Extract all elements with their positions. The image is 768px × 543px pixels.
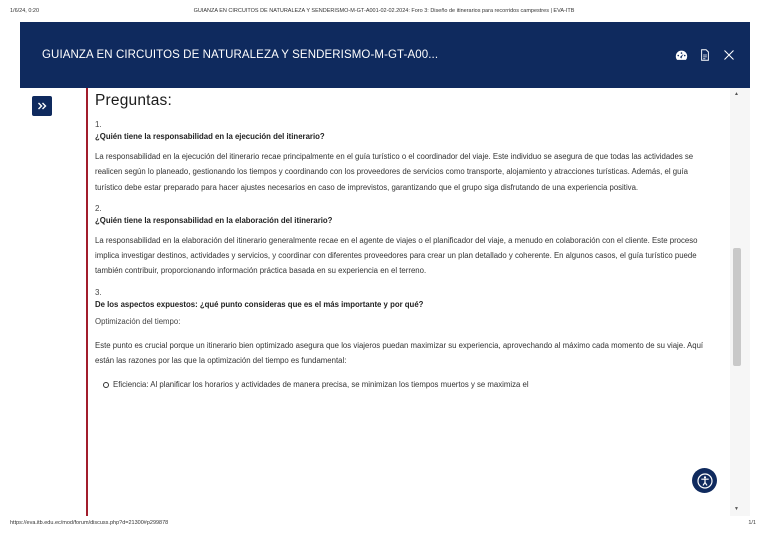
question-block-3 — [95, 288, 705, 393]
content-area — [20, 88, 750, 516]
question-answer: La responsabilidad en la elaboración del itinerario generalmente recae en el agente de viajes o el planificador del viaje, a menudo en colaboración con el cliente. Este proceso implica investigar destinos, actividades y servicios, y coordinar con diferentes proveedores para crear un plan detallado y coherente. En algunos casos, el guía turístico puede también contribuir, proporcionando información práctica basada en su experiencia en el terreno. — [95, 235, 698, 276]
answer-subheading: Optimización del tiempo: — [95, 316, 181, 326]
discussion-content — [95, 92, 705, 393]
page-url: https://eva.itb.edu.ec/mod/forum/discuss.php?d=21300#p299878 — [10, 520, 169, 526]
question-number: 3. — [95, 287, 102, 297]
question-number: 2. — [95, 203, 102, 213]
question-block-1 — [95, 120, 705, 195]
dashboard-icon[interactable] — [674, 48, 688, 62]
print-header — [0, 0, 768, 22]
scrollbar-thumb[interactable] — [733, 248, 741, 366]
question-answer: La responsabilidad en la ejecución del itinerario recae principalmente en el guía turístico o el coordinador del viaje. Este individuo se asegura de que todas las actividades se realicen según lo planeado, gestionando los tiempos y coordinando con los proveedores de servicios como transporte, alojamiento y atracciones turísticas. Además, el guía turístico debe estar preparado para hacer ajustes necesarios en caso de imprevistos, garantizando que el grupo siga disfrutando de una experiencia positiva. — [95, 152, 694, 192]
print-title: GUIANZA EN CIRCUITOS DE NATURALEZA Y SENDERISMO-M-GT-A001-02-02.2024: Foro 3: Diseño de itinerarios para recorridos campestres | EVA-ITB — [193, 8, 575, 14]
header-actions — [674, 48, 736, 62]
page-counter: 1/1 — [748, 520, 756, 526]
drawer-toggle-button[interactable] — [32, 96, 52, 116]
section-heading: Preguntas: — [95, 92, 172, 109]
list-item: Eficiencia: Al planificar los horarios y actividades de manera precisa, se minimizan los tiempos muertos y se maximiza el — [95, 377, 705, 392]
print-date: 1/6/24, 0:20 — [10, 8, 40, 14]
accessibility-icon — [697, 473, 713, 489]
vertical-scrollbar[interactable] — [730, 88, 750, 516]
accent-divider — [86, 88, 88, 516]
print-footer — [0, 516, 768, 543]
question-answer: Este punto es crucial porque un itinerario bien optimizado asegura que los viajeros puedan maximizar su experiencia, aprovechando al máximo cada momento de su viaje. Aquí están las razones por las que la optimización del tiempo es fundamental: — [95, 340, 704, 366]
close-icon[interactable] — [722, 48, 736, 62]
question-title: De los aspectos expuestos: ¿qué punto consideras que es el más importante y por qué? — [95, 299, 424, 309]
question-block-2 — [95, 204, 705, 279]
double-chevron-right-icon — [37, 101, 47, 111]
question-title: ¿Quién tiene la responsabilidad en la ejecución del itinerario? — [95, 132, 325, 141]
accessibility-button[interactable] — [692, 468, 717, 493]
document-icon[interactable] — [698, 48, 712, 62]
question-title: ¿Quién tiene la responsabilidad en la elaboración del itinerario? — [95, 215, 333, 225]
course-header-bar — [20, 22, 750, 88]
scroll-up-arrow-icon[interactable]: ▲ — [734, 91, 739, 97]
course-title[interactable]: GUIANZA EN CIRCUITOS DE NATURALEZA Y SENDERISMO-M-GT-A00... — [42, 49, 439, 61]
question-number: 1. — [95, 120, 102, 129]
scroll-down-arrow-icon[interactable]: ▼ — [734, 506, 739, 512]
